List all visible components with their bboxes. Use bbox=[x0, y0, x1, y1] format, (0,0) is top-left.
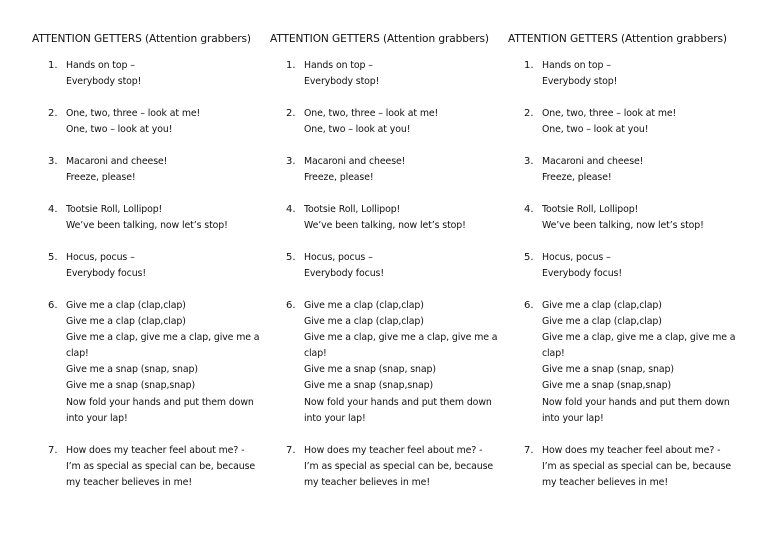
item-number: 7. bbox=[286, 445, 296, 456]
item-text bbox=[66, 298, 266, 427]
column-title: ATTENTION GETTERS (Attention grabbers) bbox=[270, 33, 489, 45]
handout-column-1 bbox=[32, 31, 267, 489]
item-line: into your lap! bbox=[66, 412, 128, 424]
item-line: I’m as special as special can be, because bbox=[304, 461, 494, 473]
column-title: ATTENTION GETTERS (Attention grabbers) bbox=[508, 33, 727, 45]
item-number: 7. bbox=[524, 445, 534, 456]
item-text bbox=[542, 154, 742, 186]
item-number: 1. bbox=[48, 60, 58, 71]
item-text bbox=[66, 106, 266, 138]
item-text bbox=[304, 298, 504, 427]
item-number: 6. bbox=[286, 300, 296, 311]
item-line: Everybody focus! bbox=[542, 268, 622, 280]
handout-column-3 bbox=[508, 31, 743, 489]
item-line: Freeze, please! bbox=[304, 172, 374, 184]
item-line: Macaroni and cheese! bbox=[66, 156, 168, 167]
item-line: Give me a clap (clap,clap) bbox=[66, 300, 186, 311]
item-line: Everybody stop! bbox=[304, 76, 380, 88]
item-line: How does my teacher feel about me? - bbox=[304, 445, 483, 456]
item-line: We’ve been talking, now let’s stop! bbox=[542, 220, 704, 232]
item-line: clap! bbox=[66, 348, 89, 360]
item-text bbox=[304, 154, 504, 186]
item-line: We’ve been talking, now let’s stop! bbox=[66, 220, 228, 232]
item-line: Macaroni and cheese! bbox=[304, 156, 406, 167]
item-line: Hocus, pocus – bbox=[66, 252, 135, 263]
item-line: Give me a snap (snap, snap) bbox=[304, 364, 436, 376]
item-line: my teacher believes in me! bbox=[66, 477, 193, 489]
item-line: into your lap! bbox=[542, 412, 604, 424]
item-line: I’m as special as special can be, because bbox=[66, 461, 256, 473]
item-line: Give me a clap (clap,clap) bbox=[542, 300, 662, 311]
item-line: Give me a snap (snap,snap) bbox=[542, 380, 672, 392]
item-number: 6. bbox=[524, 300, 534, 311]
item-text bbox=[542, 443, 742, 491]
item-line: Give me a clap, give me a clap, give me a bbox=[66, 332, 260, 344]
item-line: Freeze, please! bbox=[542, 172, 612, 184]
item-line: Give me a snap (snap,snap) bbox=[304, 380, 434, 392]
item-line: Now fold your hands and put them down bbox=[304, 396, 492, 408]
item-number: 5. bbox=[286, 252, 296, 263]
item-line: Tootsie Roll, Lollipop! bbox=[542, 204, 639, 215]
item-number: 6. bbox=[48, 300, 58, 311]
item-text bbox=[66, 202, 266, 234]
item-number: 5. bbox=[524, 252, 534, 263]
item-text bbox=[542, 58, 742, 90]
item-line: Hands on top – bbox=[542, 60, 611, 71]
item-line: Give me a clap (clap,clap) bbox=[304, 316, 424, 328]
item-line: my teacher believes in me! bbox=[304, 477, 431, 489]
item-line: Tootsie Roll, Lollipop! bbox=[66, 204, 163, 215]
item-line: We’ve been talking, now let’s stop! bbox=[304, 220, 466, 232]
item-line: One, two – look at you! bbox=[542, 124, 649, 136]
item-line: One, two, three – look at me! bbox=[304, 108, 439, 119]
item-text bbox=[66, 58, 266, 90]
item-line: Give me a snap (snap,snap) bbox=[66, 380, 196, 392]
item-text bbox=[304, 250, 504, 282]
item-line: into your lap! bbox=[304, 412, 366, 424]
item-line: Macaroni and cheese! bbox=[542, 156, 644, 167]
item-text bbox=[542, 250, 742, 282]
item-number: 1. bbox=[286, 60, 296, 71]
item-line: Give me a clap, give me a clap, give me a bbox=[304, 332, 498, 344]
item-line: Hocus, pocus – bbox=[542, 252, 611, 263]
item-text bbox=[304, 443, 504, 491]
item-line: Hocus, pocus – bbox=[304, 252, 373, 263]
item-line: Give me a clap (clap,clap) bbox=[542, 316, 662, 328]
item-text bbox=[542, 106, 742, 138]
item-line: One, two – look at you! bbox=[66, 124, 173, 136]
item-line: One, two, three – look at me! bbox=[542, 108, 677, 119]
item-number: 4. bbox=[48, 204, 58, 215]
item-text bbox=[542, 202, 742, 234]
item-text bbox=[304, 58, 504, 90]
item-number: 2. bbox=[286, 108, 296, 119]
item-line: Give me a clap, give me a clap, give me a bbox=[542, 332, 736, 344]
item-line: Everybody stop! bbox=[66, 76, 142, 88]
item-text bbox=[66, 154, 266, 186]
item-number: 4. bbox=[524, 204, 534, 215]
item-number: 2. bbox=[48, 108, 58, 119]
item-line: How does my teacher feel about me? - bbox=[66, 445, 245, 456]
item-line: One, two – look at you! bbox=[304, 124, 411, 136]
item-line: my teacher believes in me! bbox=[542, 477, 669, 489]
item-number: 5. bbox=[48, 252, 58, 263]
handout-column-2 bbox=[270, 31, 505, 489]
item-line: clap! bbox=[304, 348, 327, 360]
item-line: I’m as special as special can be, because bbox=[542, 461, 732, 473]
item-number: 4. bbox=[286, 204, 296, 215]
item-line: Hands on top – bbox=[304, 60, 373, 71]
item-line: Freeze, please! bbox=[66, 172, 136, 184]
item-text bbox=[304, 106, 504, 138]
item-text bbox=[304, 202, 504, 234]
item-line: Give me a clap (clap,clap) bbox=[304, 300, 424, 311]
item-line: Tootsie Roll, Lollipop! bbox=[304, 204, 401, 215]
item-line: How does my teacher feel about me? - bbox=[542, 445, 721, 456]
item-number: 3. bbox=[286, 156, 296, 167]
item-line: Give me a snap (snap, snap) bbox=[66, 364, 198, 376]
item-line: Now fold your hands and put them down bbox=[66, 396, 254, 408]
item-line: Everybody focus! bbox=[304, 268, 384, 280]
item-number: 3. bbox=[524, 156, 534, 167]
item-number: 2. bbox=[524, 108, 534, 119]
item-number: 3. bbox=[48, 156, 58, 167]
item-line: Now fold your hands and put them down bbox=[542, 396, 730, 408]
item-line: Everybody stop! bbox=[542, 76, 618, 88]
item-number: 7. bbox=[48, 445, 58, 456]
item-text bbox=[66, 250, 266, 282]
item-line: Give me a snap (snap, snap) bbox=[542, 364, 674, 376]
item-text bbox=[66, 443, 266, 491]
item-line: Hands on top – bbox=[66, 60, 135, 71]
item-line: Give me a clap (clap,clap) bbox=[66, 316, 186, 328]
item-number: 1. bbox=[524, 60, 534, 71]
item-line: Everybody focus! bbox=[66, 268, 146, 280]
item-text bbox=[542, 298, 742, 427]
column-title: ATTENTION GETTERS (Attention grabbers) bbox=[32, 33, 251, 45]
item-line: One, two, three – look at me! bbox=[66, 108, 201, 119]
item-line: clap! bbox=[542, 348, 565, 360]
